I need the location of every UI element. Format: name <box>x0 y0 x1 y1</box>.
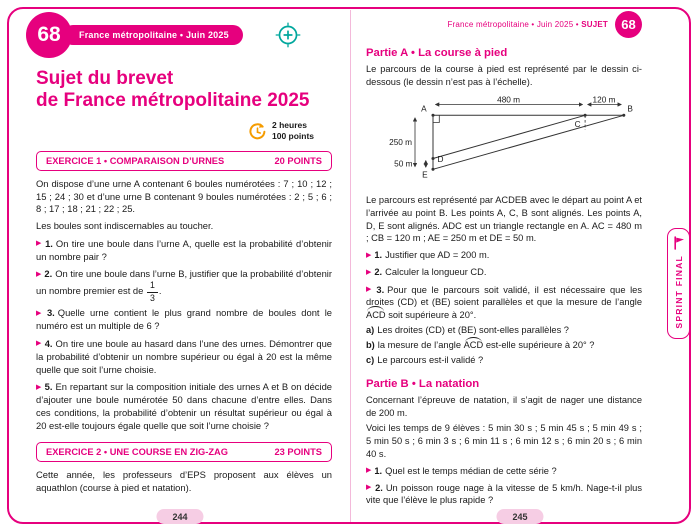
exercise1-note: Les boules sont indiscernables au toucher. <box>36 220 214 232</box>
question-text: On tire une boule au hasard dans l’une des urnes. Démontrer que la probabilité d’obtenir un nombre supérieur ou égal à 20 est la même quelle que soit l’urne choisie. <box>36 337 332 375</box>
part-a-question-2 <box>366 266 642 279</box>
fraction-one-third <box>147 281 158 302</box>
question-text: On tire une boule dans l’urne A, quelle est la probabilité d’obtenir un nombre pair ? <box>36 237 333 262</box>
bullet-icon: ▶ <box>366 286 374 294</box>
question-number: 3. <box>376 284 385 295</box>
region-banner: France métropolitaine • Juin 2025 <box>63 25 243 45</box>
running-header <box>447 20 608 29</box>
bullet-icon: ▶ <box>366 484 373 492</box>
part-a-description: Le parcours est représenté par ACDEB avec le départ au point A et l’arrivée au point B. Les points A, C, B sont alignés. Les points A, D, E sont alignés. ADC est un triangle rectangle en A. AC = 480 m ; CB = 120 m ; AE = 250 m et DE = 50 m. <box>366 195 642 244</box>
part-a-title: Partie A • La course à pied <box>366 47 508 59</box>
question-number: 1. <box>374 465 383 476</box>
ex1-question-4 <box>36 338 332 377</box>
diagram-lines <box>433 116 624 170</box>
lesson-number-badge: 68 <box>615 11 642 38</box>
bullet-icon: ▶ <box>366 268 372 276</box>
exercise1-intro: On dispose d’une urne A contenant 6 boules numérotées : 7 ; 10 ; 12 ; 15 ; 24 ; 30 et d’une urne B contenant 9 boules numérotées : 2 ; 5 ; 6 ; 8 ; 17 ; 18 ; 21 ; 22 ; 25. <box>36 177 332 215</box>
question-number: 5. <box>44 381 53 393</box>
sub-text: Les droites (CD) et (BE) sont-elles parallèles ? <box>377 325 569 336</box>
exercise2-title: EXERCICE 2 • UNE COURSE EN ZIG-ZAG <box>46 447 228 457</box>
question-text: Quel est le temps médian de cette série ? <box>385 465 557 476</box>
sub-text: Le parcours est-il validé ? <box>377 355 484 366</box>
bullet-icon: ▶ <box>36 270 42 278</box>
page-title <box>36 68 332 112</box>
bullet-icon: ▶ <box>36 340 42 348</box>
measure-120m: 120 m <box>592 95 616 105</box>
clock-icon <box>248 122 267 141</box>
flag-icon <box>673 236 685 250</box>
question-number: 2. <box>374 267 383 278</box>
left-page-header <box>26 12 332 58</box>
left-page <box>36 0 332 495</box>
exercise2-intro: Cette année, les professeurs d’EPS proposent aux élèves un aquathlon (course à pied et natation). <box>36 469 332 493</box>
plus-icon <box>275 22 301 48</box>
page-title-line2: de France métropolitaine 2025 <box>36 90 310 112</box>
question-number: 3. <box>46 307 55 319</box>
point-label-c: C <box>574 120 581 130</box>
measure-50m: 50 m <box>394 159 413 169</box>
question-text-end: soit supérieure à 20°. <box>388 309 477 320</box>
exam-meta <box>248 120 332 142</box>
sub-label: a) <box>366 325 375 336</box>
angle-acd-notation: ACD <box>463 340 484 351</box>
question-number: 2. <box>375 482 383 493</box>
exercise2-points: 23 POINTS <box>274 447 322 457</box>
measure-250m: 250 m <box>389 138 413 148</box>
part-a-question-3c <box>366 354 642 367</box>
question-text: En repartant sur la composition initiale des urnes A et B on décide d’ajouter une boule numérotée 50 dans chacune d’entre elles. Dans ces conditions, la probabilité d’obtenir un résultat supérieur ou égal à 20 est-elle toujours égale quelle que soit l’urne choisie ? <box>36 381 332 432</box>
point-label-b: B <box>627 104 633 114</box>
course-diagram <box>388 94 642 187</box>
sprint-final-tab <box>667 228 690 339</box>
sprint-final-label: SPRINT FINAL <box>673 255 684 329</box>
question-number: 1. <box>374 250 383 261</box>
part-a-question-3 <box>366 284 642 322</box>
sub-label: c) <box>366 355 375 366</box>
part-a-question-3a <box>366 324 642 337</box>
fraction-numerator: 1 <box>147 281 158 292</box>
running-header-text: France métropolitaine • Juin 2025 • <box>447 20 582 29</box>
point-label-e: E <box>422 170 428 180</box>
bullet-icon: ▶ <box>36 240 43 248</box>
exam-points: 100 points <box>272 131 315 142</box>
point-label-a: A <box>421 104 427 114</box>
left-page-number: 244 <box>156 509 203 524</box>
exercise1-header <box>36 151 332 171</box>
part-b-question-1 <box>366 465 642 478</box>
measure-480m: 480 m <box>497 95 521 105</box>
diagram-measure-arrows <box>415 105 621 168</box>
question-text: On tire une boule dans l’urne B, justifier que la probabilité d’obtenir un nombre premier est de <box>36 268 332 297</box>
bullet-icon: ▶ <box>36 383 42 391</box>
right-page-number: 245 <box>496 509 543 524</box>
question-number: 2. <box>44 268 53 280</box>
exam-meta-text <box>272 120 314 142</box>
right-page <box>366 0 642 507</box>
ex1-question-2 <box>36 268 332 302</box>
question-number: 1. <box>45 237 53 249</box>
sub-text-end: est-elle supérieure à 20° ? <box>485 340 595 351</box>
angle-acd-notation: ACD <box>366 309 386 320</box>
fraction-denominator: 3 <box>149 292 155 303</box>
sub-text: la mesure de l’angle <box>377 340 461 351</box>
bullet-icon: ▶ <box>36 309 44 317</box>
question-text: Justifier que AD = 200 m. <box>385 250 490 261</box>
right-page-header <box>366 11 642 38</box>
question-text: Un poisson rouge nage à la vitesse de 5 km/h. Nage-t-il plus vite que l’élève le plus rapide ? <box>366 482 642 506</box>
ex1-question-1 <box>36 238 332 264</box>
sub-label: b) <box>366 340 375 351</box>
question-text: Calculer la longueur CD. <box>385 267 487 278</box>
question-text: Quelle urne contient le plus grand nombre de boules dont le numéro est un multiple de 6 ? <box>36 307 332 332</box>
page-divider <box>350 10 351 522</box>
exercise1-points: 20 POINTS <box>274 155 322 166</box>
part-a-question-1 <box>366 249 642 262</box>
part-b-intro: Concernant l’épreuve de natation, il s’agit de nager une distance de 200 m. <box>366 394 642 418</box>
part-b-title: Partie B • La natation <box>366 377 480 390</box>
page-title-line1: Sujet du brevet <box>36 68 174 89</box>
lesson-number-badge: 68 <box>26 12 72 58</box>
exam-duration: 2 heures <box>272 120 307 131</box>
part-a-question-3b <box>366 339 642 352</box>
part-b-question-2 <box>366 482 642 507</box>
ex1-question-5 <box>36 381 332 433</box>
part-b-times: Voici les temps de 9 élèves : 5 min 30 s ; 5 min 45 s ; 5 min 49 s ; 5 min 50 s ; 6 min 3 s ; 6 min 11 s ; 6 min 12 s ; 6 min 20 s ; 6 min 40 s. <box>366 423 642 459</box>
ex1-question-3 <box>36 307 332 333</box>
question-text-end: . <box>158 285 162 297</box>
exercise2-header <box>36 442 332 462</box>
question-number: 4. <box>44 337 53 349</box>
point-label-d: D <box>437 155 444 165</box>
bullet-icon: ▶ <box>366 251 372 259</box>
question-text: Pour que le parcours soit validé, il est nécessaire que les droites (CD) et (BE) soient parallèles et que la mesure de l’angle <box>366 284 642 308</box>
bullet-icon: ▶ <box>366 467 372 475</box>
part-a-intro: Le parcours de la course à pied est représenté par le dessin ci-dessous (le dessin n’est pas à l’échelle). <box>366 64 642 87</box>
running-header-section: SUJET <box>581 20 608 29</box>
exercise1-title: EXERCICE 1 • COMPARAISON D’URNES <box>46 155 225 166</box>
